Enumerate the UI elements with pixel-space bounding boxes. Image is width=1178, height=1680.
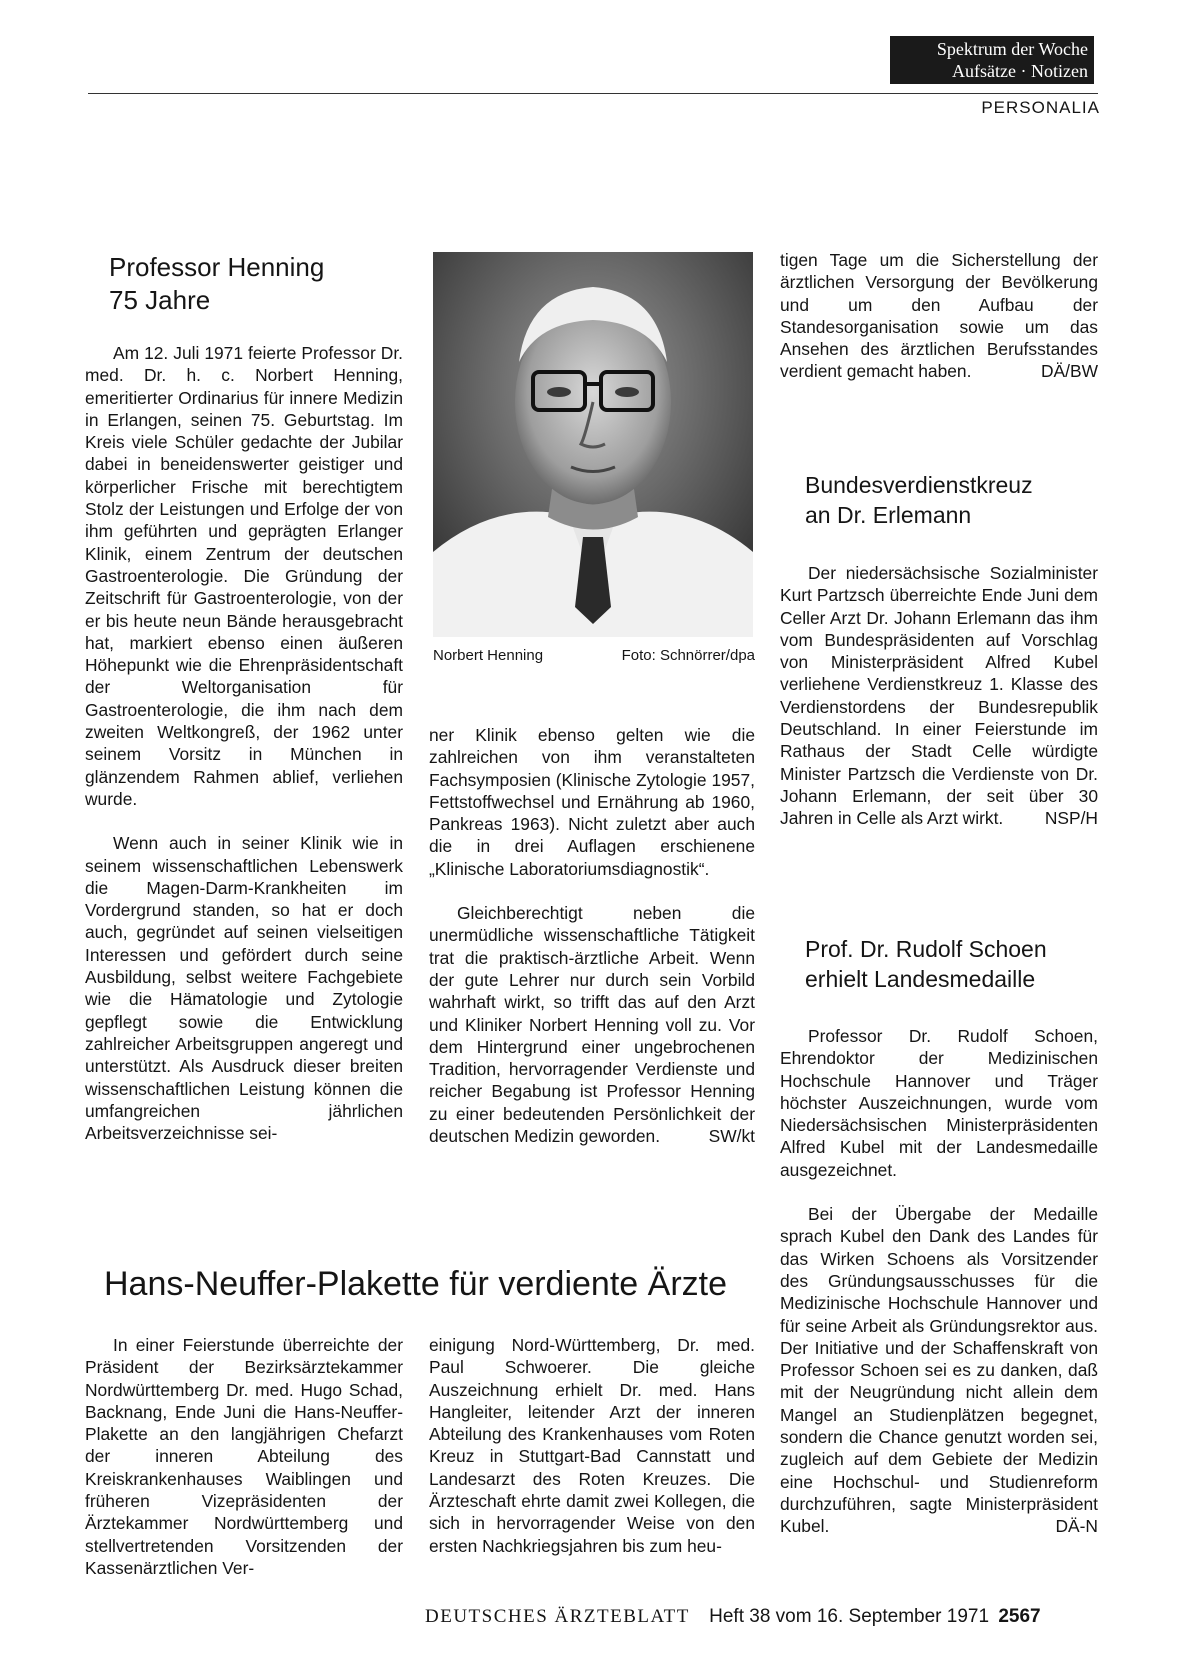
caption-credit: Foto: Schnörrer/dpa	[621, 647, 755, 664]
section-badge	[890, 36, 1094, 84]
erlemann-signature: NSP/H	[1044, 808, 1098, 829]
erlemann-title-line2: an Dr. Erlemann	[805, 502, 972, 528]
henning-title-line2: 75 Jahre	[109, 285, 211, 315]
henning-paragraph-4-text: Gleichberechtigt neben die unermüdliche wissenschaftliche Tätigkeit trat die praktisch-ärztliche Arbeit. Wenn der gute Lehrer nur durch sein Vorbild wahrhaft wirkt, so trifft das auf den Arzt und Kliniker Norbert Henning voll zu. Vor dem Hintergrund einer ungebrochenen Tradition, hervorragender Verdienste und reicher Begabung ist Professor Henning zu einer bedeutenden Persönlichkeit der deutschen Medizin geworden.	[429, 903, 755, 1147]
erlemann-paragraph	[780, 562, 1098, 830]
schoen-title-line2: erhielt Landesmedaille	[805, 966, 1036, 992]
erlemann-title-line1: Bundesverdienstkreuz	[805, 472, 1033, 498]
henning-signature: SW/kt	[708, 1126, 755, 1147]
henning-paragraph-3: ner Klinik ebenso gelten wie die zahlreichen von ihm veranstalteten Fachsymposien (Klinische Zytologie 1957, Fettstoffwechsel und Ernährung ab 1960, Pankreas 1963). Nicht zuletzt aber auch die in drei Auflagen erschienene „Klinische Laboratoriumsdiagnostik“.	[429, 725, 755, 879]
schoen-paragraph-1: Professor Dr. Rudolf Schoen, Ehrendoktor der Medizinischen Hochschule Hannover und Träger höchster Auszeichnungen, wurde vom Niedersächsischen Ministerpräsidenten Alfred Kubel mit der Landesmedaille ausgezeichnet.	[780, 1026, 1098, 1180]
schoen-paragraph-2	[780, 1203, 1098, 1537]
henning-paragraph-2: Wenn auch in seiner Klinik wie in seinem wissenschaftlichen Lebenswerk die Magen-Darm-Krankheiten im Vordergrund standen, so hat er doch auch, gegründet auf seinen vielseitigen Interessen und gefördert durch seine Ausbildung, selbst weitere Fachgebiete wie die Hämatologie und Zytologie gepflegt sowie die Entwicklung zahlreicher Arbeitsgruppen angeregt und unterstützt. Als Ausdruck dieser breiten wissenschaftlichen Leistung können die umfangreichen jährlichen Arbeitsverzeichnisse sei-	[85, 833, 403, 1144]
journal-name: DEUTSCHES ÄRZTEBLATT	[425, 1606, 690, 1627]
henning-paragraph-4	[429, 902, 755, 1147]
schoen-headline	[805, 934, 1105, 994]
issue-info: Heft 38 vom 16. September 1971	[709, 1606, 990, 1627]
header-rule	[88, 93, 1098, 94]
rubric-label: PERSONALIA	[981, 98, 1100, 117]
schoen-column	[780, 1025, 1098, 1538]
neuffer-column-2	[429, 1334, 755, 1557]
portrait-photo	[433, 252, 753, 637]
neuffer-headline: Hans-Neuffer-Plakette für verdiente Ärzte	[104, 1265, 727, 1303]
henning-column-1	[85, 342, 403, 1144]
caption-name: Norbert Henning	[433, 647, 544, 664]
section-label-bottom: Aufsätze · Notizen	[952, 61, 1088, 81]
henning-title-line1: Professor Henning	[109, 252, 325, 282]
page-number: 2567	[998, 1606, 1041, 1627]
erlemann-column	[780, 562, 1098, 830]
erlemann-paragraph-text: Der niedersächsische Sozialminister Kurt Partzsch überreichte Ende Juni dem Celler Arzt Dr. Johann Erlemann das ihm vom Bundespräsidenten auf Vorschlag von Ministerpräsident Alfred Kubel verliehene Verdienstkreuz 1. Klasse des Verdienstordens der Bundesrepublik Deutschland. In einer Feierstunde im Rathaus der Stadt Celle würdigte Minister Partzsch die Verdienste von Dr. Johann Erlemann, der seit über 30 Jahren in Celle als Arzt wirkt.	[780, 563, 1098, 829]
continued-signature: DÄ/BW	[1040, 361, 1098, 382]
continued-paragraph-text: tigen Tage um die Sicherstellung der ärztlichen Versorgung der Bevölkerung und um den Aufbau der Standesorganisation sowie um das Ansehen des ärztlichen Berufsstandes verdient gemacht haben.	[780, 250, 1098, 382]
section-label-top: Spektrum der Woche	[936, 39, 1088, 59]
erlemann-headline	[805, 470, 1105, 530]
neuffer-paragraph-1: In einer Feierstunde überreichte der Präsident der Bezirksärztekammer Nordwürttemberg Dr. med. Hugo Schad, Backnang, Ende Juni die Hans-Neuffer-Plakette an den langjährigen Chefarzt der inneren Abteilung des Kreiskrankenhauses Waiblingen und früheren Vizepräsidenten der Ärztekammer Nordwürttemberg und stellvertretenden Vorsitzenden der Kassenärztlichen Ver-	[85, 1335, 403, 1578]
schoen-signature: DÄ-N	[1055, 1516, 1098, 1537]
henning-headline	[109, 251, 409, 317]
schoen-title-line1: Prof. Dr. Rudolf Schoen	[805, 936, 1047, 962]
neuffer-column-1	[85, 1334, 403, 1579]
neuffer-paragraph-2: einigung Nord-Württemberg, Dr. med. Paul Schwoerer. Die gleiche Auszeichnung erhielt Dr. med. Hans Hangleiter, leitender Arzt der inneren Abteilung des Krankenhauses vom Roten Kreuz in Stuttgart-Bad Cannstatt und Landesarzt des Roten Kreuzes. Die Ärzteschaft ehrte damit zwei Kollegen, die sich in hervorragender Weise von den ersten Nachkriegsjahren bis zum heu-	[429, 1335, 755, 1556]
page-footer	[425, 1606, 1105, 1628]
henning-column-2	[429, 724, 755, 1147]
continued-paragraph	[780, 249, 1098, 383]
henning-paragraph-1: Am 12. Juli 1971 feierte Professor Dr. med. Dr. h. c. Norbert Henning, emeritierter Ordinarius für innere Medizin in Erlangen, seinen 75. Geburtstag. Im Kreis viele Schüler gedachte der Jubilar dabei in beneidenswerter geistiger und körperlicher Frische mit berechtigtem Stolz der Leistungen und Erfolge der von ihm geführten und geprägten Erlanger Klinik, einem Zentrum der deutschen Gastroenterologie. Die Gründung der Zeitschrift für Gastroenterologie, von der er bis heute neun Bände herausgebracht hat, markiert ebenso einen äußeren Höhepunkt wie die Ehrenpräsidentschaft der Weltorganisation für Gastroenterologie, die ihm nach dem zweiten Weltkongreß, der 1962 unter seinem Vorsitz in München in glänzendem Rahmen ablief, verliehen wurde.	[85, 343, 403, 809]
photo-caption	[433, 647, 755, 664]
schoen-paragraph-2-text: Bei der Übergabe der Medaille sprach Kubel den Dank des Landes für das Wirken Schoens als Vorsitzender des Gründungsausschusses für die Medizinische Hochschule Hannover und für seine Arbeit als Gründungsrektor aus. Der Initiative und der Schaffenskraft von Professor Schoen sei es zu danken, daß mit der Neugründung nicht allein dem Mangel an Studienplätzen begegnet, sondern die Chance genutzt worden sei, zugleich auf dem Gebiete der Medizin eine Hochschul- und Studienreform durchzuführen, sagte Ministerpräsident Kubel.	[780, 1204, 1098, 1537]
continued-text-column-3	[780, 249, 1098, 383]
